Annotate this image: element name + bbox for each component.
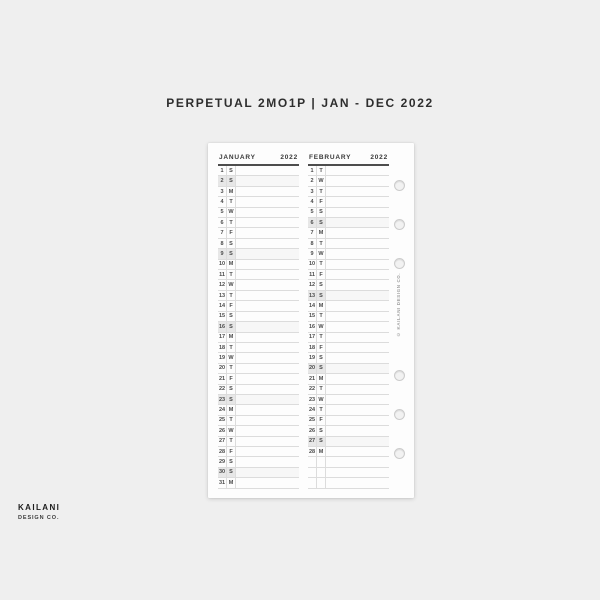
rows: [308, 166, 389, 489]
day-row: 28 M: [308, 447, 389, 457]
day-row: 5 W: [218, 208, 299, 218]
day-row: 26 S: [308, 426, 389, 436]
day-row: 2 W: [308, 176, 389, 186]
day-row: 15 T: [308, 312, 389, 322]
day-row: 12 W: [218, 280, 299, 290]
day-row: 10 M: [218, 260, 299, 270]
binder-hole: [394, 219, 405, 230]
month-year: 2022: [370, 154, 388, 161]
day-row: 24 M: [218, 405, 299, 415]
binder-hole: [394, 448, 405, 459]
planner-page: [208, 143, 414, 498]
day-row: 21 M: [308, 374, 389, 384]
day-row: 23 W: [308, 395, 389, 405]
day-row: 28 F: [218, 447, 299, 457]
day-row: 7 M: [308, 228, 389, 238]
day-row: 16 S: [218, 322, 299, 332]
day-row: 14 F: [218, 301, 299, 311]
day-row: 6 T: [218, 218, 299, 228]
month-header: [308, 152, 389, 166]
day-row: 3 M: [218, 187, 299, 197]
day-row: 30 S: [218, 468, 299, 478]
day-row: 1 T: [308, 166, 389, 176]
day-row: 21 F: [218, 374, 299, 384]
brand-subtitle: DESIGN CO.: [18, 515, 60, 521]
binder-hole: [394, 258, 405, 269]
day-row: 25 F: [308, 416, 389, 426]
day-row: 8 T: [308, 239, 389, 249]
day-row: 17 M: [218, 333, 299, 343]
month-year: 2022: [280, 154, 298, 161]
day-row: 16 W: [308, 322, 389, 332]
day-row: 13 T: [218, 291, 299, 301]
day-row: 4 T: [218, 197, 299, 207]
day-row: 31 M: [218, 478, 299, 488]
day-row: 29 S: [218, 457, 299, 467]
day-row: 6 S: [308, 218, 389, 228]
day-row: 27 S: [308, 437, 389, 447]
day-row: 12 S: [308, 280, 389, 290]
day-row: 23 S: [218, 395, 299, 405]
day-row: 15 S: [218, 312, 299, 322]
day-row: 3 T: [308, 187, 389, 197]
month-name: JANUARY: [219, 154, 256, 161]
month-header: [218, 152, 299, 166]
binder-hole: [394, 370, 405, 381]
month-column-january: [218, 152, 299, 489]
rows: [218, 166, 299, 489]
brand-name: KAILANI: [18, 503, 61, 512]
day-row: 2 S: [218, 176, 299, 186]
brand-logo: [18, 503, 60, 521]
day-row: 27 T: [218, 437, 299, 447]
page-title: PERPETUAL 2MO1P | JAN - DEC 2022: [166, 96, 434, 110]
empty-row: [308, 478, 389, 488]
day-row: 26 W: [218, 426, 299, 436]
day-row: 22 T: [308, 385, 389, 395]
binder-hole: [394, 409, 405, 420]
day-row: 17 T: [308, 333, 389, 343]
side-copyright-text: © KAILANI DESIGN CO.: [396, 272, 401, 337]
month-column-february: [308, 152, 389, 489]
day-row: 13 S: [308, 291, 389, 301]
day-row: 18 F: [308, 343, 389, 353]
day-row: 11 T: [218, 270, 299, 280]
day-row: 25 T: [218, 416, 299, 426]
day-row: 20 T: [218, 364, 299, 374]
day-row: 11 F: [308, 270, 389, 280]
day-row: 20 S: [308, 364, 389, 374]
binder-hole: [394, 180, 405, 191]
day-row: 19 S: [308, 353, 389, 363]
day-row: 1 S: [218, 166, 299, 176]
day-row: 22 S: [218, 385, 299, 395]
empty-row: [308, 468, 389, 478]
month-name: FEBRUARY: [309, 154, 352, 161]
day-row: 5 S: [308, 208, 389, 218]
day-row: 9 S: [218, 249, 299, 259]
day-row: 19 W: [218, 353, 299, 363]
day-row: 8 S: [218, 239, 299, 249]
day-row: 14 M: [308, 301, 389, 311]
day-row: 9 W: [308, 249, 389, 259]
day-row: 24 T: [308, 405, 389, 415]
day-row: 7 F: [218, 228, 299, 238]
day-row: 10 T: [308, 260, 389, 270]
day-row: 4 F: [308, 197, 389, 207]
empty-row: [308, 457, 389, 467]
day-row: 18 T: [218, 343, 299, 353]
